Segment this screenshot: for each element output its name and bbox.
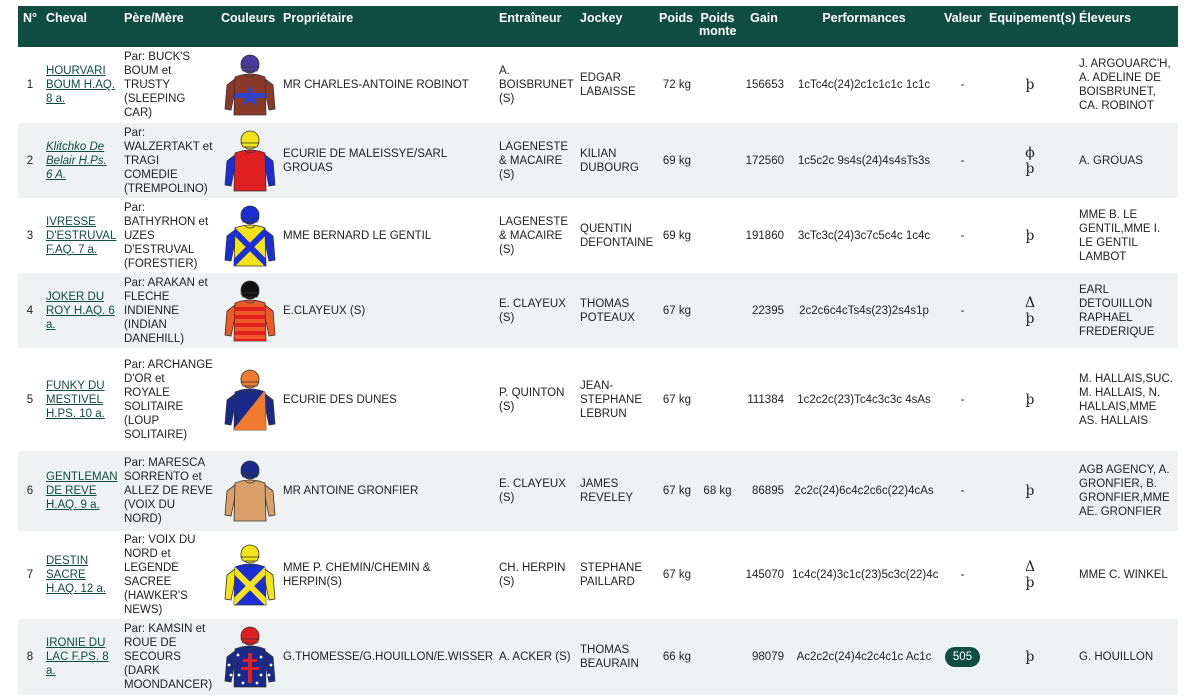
weight-text: 67 kg bbox=[662, 393, 691, 406]
owner-text: MR ANTOINE GRONFIER bbox=[279, 451, 495, 531]
jockey-silks-icon bbox=[221, 53, 279, 117]
weight-text: 69 kg bbox=[655, 123, 695, 198]
owner-text: ECURIE DE MALEISSYE/SARL GROUAS bbox=[279, 123, 495, 198]
value-cell bbox=[940, 619, 985, 695]
value-text: - bbox=[960, 154, 965, 167]
trainer-text: A. BOISBRUNET (S) bbox=[499, 65, 574, 105]
value-text: - bbox=[960, 304, 965, 317]
value-cell bbox=[940, 273, 985, 348]
header-breeders[interactable]: Éleveurs bbox=[1075, 6, 1178, 47]
jockey-text: JEAN-STEPHANE LEBRUN bbox=[580, 379, 642, 420]
equipment-glyph: þ bbox=[1025, 483, 1035, 499]
breeders-text: EARL DETOUILLON RAPHAEL FREDERIQUE bbox=[1075, 273, 1178, 348]
trainer-text: CH. HERPIN (S) bbox=[499, 562, 566, 588]
equipment-glyph: þ bbox=[1025, 77, 1035, 93]
breeders-text: A. GROUAS bbox=[1075, 123, 1178, 198]
gain-text: 145070 bbox=[745, 569, 784, 581]
weight-mounted-text bbox=[695, 123, 740, 198]
runners-table bbox=[18, 6, 1178, 695]
runner-number: 2 bbox=[18, 123, 42, 198]
equipment-glyph: ϕ bbox=[1025, 144, 1035, 161]
gain-text: 191860 bbox=[745, 229, 784, 242]
trainer-text: P. QUINTON (S) bbox=[499, 386, 565, 413]
value-cell bbox=[940, 198, 985, 273]
table-row[interactable] bbox=[18, 198, 1178, 273]
horse-name-link[interactable]: JOKER DU ROY H.AQ. 6 a. bbox=[46, 290, 115, 331]
header-value[interactable]: Valeur bbox=[940, 6, 985, 47]
value-cell bbox=[940, 451, 985, 531]
horse-name-link[interactable]: IVRESSE D'ESTRUVAL F.AQ. 7 a. bbox=[46, 215, 117, 256]
equipment-glyph: þ bbox=[1025, 310, 1035, 327]
owner-text: MME P. CHEMIN/CHEMIN & HERPIN(S) bbox=[283, 562, 431, 588]
horse-name-link[interactable]: FUNKY DU MESTIVEL H.PS. 10 a. bbox=[46, 379, 105, 420]
parents-text: Par: KAMSIN et ROUE DE SECOURS (DARK MOONDANCER) bbox=[120, 619, 217, 695]
jockey-silks-icon bbox=[221, 625, 279, 689]
owner-text: MME BERNARD LE GENTIL bbox=[283, 229, 432, 242]
weight-text: 72 kg bbox=[662, 79, 691, 91]
table-header bbox=[18, 6, 1178, 47]
table-body bbox=[18, 47, 1178, 695]
breeders-text: G. HOUILLON bbox=[1075, 619, 1178, 695]
jockey-text: EDGAR LABAISSE bbox=[580, 72, 636, 98]
trainer-text: A. ACKER (S) bbox=[495, 619, 576, 695]
value-cell bbox=[940, 47, 985, 123]
breeders-text: J. ARGOUARC'H, A. ADELINE DE BOISBRUNET, CA. ROBINOT bbox=[1079, 58, 1171, 112]
header-horse[interactable]: Cheval bbox=[42, 6, 120, 47]
horse-name-link[interactable]: IRONIE DU LAC F.PS. 8 a. bbox=[46, 637, 109, 677]
gain-text: 98079 bbox=[740, 619, 788, 695]
table-row[interactable] bbox=[18, 348, 1178, 451]
runner-number: 1 bbox=[26, 79, 34, 91]
weight-text: 67 kg bbox=[655, 273, 695, 348]
value-cell bbox=[940, 531, 985, 619]
performances-text: 2c2c(24)6c4c2c6c(22)4cAs bbox=[788, 451, 940, 531]
jockey-text: KILIAN DUBOURG bbox=[576, 123, 655, 198]
jockey-silks-icon bbox=[221, 543, 279, 607]
equipment-icons bbox=[985, 273, 1075, 348]
value-badge: 505 bbox=[945, 647, 980, 667]
header-gain[interactable]: Gain bbox=[740, 6, 788, 47]
runner-number: 8 bbox=[18, 619, 42, 695]
jockey-silks-icon bbox=[221, 279, 279, 343]
equipment-icons bbox=[985, 531, 1075, 619]
equipment-icons bbox=[985, 123, 1075, 198]
parents-text: Par: ARCHANGE D'OR et ROYALE SOLITAIRE (LOUP SOLITAIRE) bbox=[124, 358, 213, 441]
parents-text: Par: BUCK'S BOUM et TRUSTY (SLEEPING CAR) bbox=[124, 51, 191, 119]
runners-table-wrapper bbox=[18, 6, 1178, 695]
parents-text: Par: VOIX DU NORD et LEGENDE SACREE (HAWKER'S NEWS) bbox=[124, 534, 196, 616]
table-row[interactable] bbox=[18, 123, 1178, 198]
value-text: - bbox=[960, 79, 965, 91]
value-text: - bbox=[960, 229, 965, 242]
trainer-text: LAGENESTE & MACAIRE (S) bbox=[499, 215, 569, 256]
equipment-glyph: þ bbox=[1025, 391, 1035, 408]
jockey-text: THOMAS POTEAUX bbox=[576, 273, 655, 348]
value-cell bbox=[940, 348, 985, 451]
horse-name-link[interactable]: DESTIN SACRE H.AQ. 12 a. bbox=[46, 555, 107, 595]
value-text: - bbox=[960, 569, 965, 581]
jockey-text: STEPHANE PAILLARD bbox=[580, 562, 642, 588]
header-weight[interactable]: Poids bbox=[655, 6, 695, 47]
runner-number: 3 bbox=[26, 229, 34, 242]
parents-text: Par: WALZERTAKT et TRAGI COMEDIE (TREMPOLINO) bbox=[120, 123, 217, 198]
value-text: - bbox=[960, 485, 965, 497]
equipment-icons bbox=[985, 451, 1075, 531]
weight-mounted-text bbox=[695, 531, 740, 619]
performances-text: 1c4c(24)3c1c(23)5c3c(22)4c bbox=[792, 569, 939, 581]
performances-text: 1c5c2c 9s4s(24)4s4sTs3s bbox=[788, 123, 940, 198]
equipment-icons bbox=[985, 619, 1075, 695]
weight-mounted-text bbox=[695, 198, 740, 273]
jockey-silks-icon bbox=[221, 368, 279, 432]
weight-text: 67 kg bbox=[662, 569, 691, 581]
performances-text: Ac2c2c(24)4c2c4c1c Ac1c bbox=[788, 619, 940, 695]
breeders-text: M. HALLAIS,SUC. M. HALLAIS, N. HALLAIS,MME AS. HALLAIS bbox=[1079, 372, 1173, 427]
breeders-text: AGB AGENCY, A. GRONFIER, B. GRONFIER,MME AE. GRONFIER bbox=[1075, 451, 1178, 531]
weight-mounted-text bbox=[695, 619, 740, 695]
horse-name-link[interactable]: HOURVARI BOUM H.AQ. 8 a. bbox=[46, 65, 116, 105]
weight-text: 66 kg bbox=[655, 619, 695, 695]
equipment-glyph: þ bbox=[1025, 649, 1035, 665]
header-weight-mounted[interactable]: Poids monte bbox=[695, 6, 740, 47]
jockey-text: QUENTIN DEFONTAINE bbox=[580, 222, 654, 249]
gain-text: 156653 bbox=[745, 79, 784, 91]
header-trainer[interactable]: Entraîneur bbox=[495, 6, 576, 47]
breeders-text: MME B. LE GENTIL,MME I. LE GENTIL LAMBOT bbox=[1079, 208, 1161, 263]
table-row[interactable] bbox=[18, 531, 1178, 619]
value-cell bbox=[940, 123, 985, 198]
jockey-silks-icon bbox=[221, 459, 279, 523]
header-equipment[interactable]: Equipement(s) bbox=[985, 6, 1075, 47]
runner-number: 6 bbox=[18, 451, 42, 531]
header-parents[interactable]: Père/Mère bbox=[120, 6, 217, 47]
equipment-icons bbox=[985, 198, 1075, 273]
jockey-silks-icon bbox=[221, 129, 279, 193]
table-row[interactable] bbox=[18, 273, 1178, 348]
weight-mounted-text bbox=[695, 273, 740, 348]
weight-mounted-text bbox=[695, 348, 740, 451]
horse-name-link[interactable]: GENTLEMAN DE REVE H.AQ. 9 a. bbox=[46, 471, 118, 511]
performances-text: 1c2c2c(23)Tc4c3c3c 4sAs bbox=[797, 393, 931, 406]
owner-text: MR CHARLES-ANTOINE ROBINOT bbox=[283, 79, 469, 91]
header-jockey[interactable]: Jockey bbox=[576, 6, 655, 47]
weight-text: 69 kg bbox=[662, 229, 691, 242]
runner-number: 5 bbox=[26, 393, 34, 406]
runner-number: 4 bbox=[18, 273, 42, 348]
owner-text: ECURIE DES DUNES bbox=[283, 393, 397, 406]
value-text: - bbox=[960, 393, 965, 406]
jockey-text: JAMES REVELEY bbox=[576, 451, 655, 531]
equipment-icons bbox=[985, 348, 1075, 451]
weight-mounted-text bbox=[695, 47, 740, 123]
gain-text: 111384 bbox=[747, 393, 784, 406]
parents-text: Par: BATHYRHON et UZES D'ESTRUVAL (FORESTIER) bbox=[124, 201, 209, 270]
breeders-text: MME C. WINKEL bbox=[1079, 569, 1168, 581]
equipment-glyph: Δ bbox=[1024, 559, 1036, 575]
gain-text: 86895 bbox=[740, 451, 788, 531]
jockey-silks-icon bbox=[221, 204, 279, 268]
header-colors[interactable]: Couleurs bbox=[217, 6, 279, 47]
equipment-glyph: þ bbox=[1025, 160, 1035, 177]
owner-text: G.THOMESSE/G.HOUILLON/E.WISSER bbox=[279, 619, 495, 695]
parents-text: Par: MARESCA SORRENTO et ALLEZ DE REVE (VOIX DU NORD) bbox=[120, 451, 217, 531]
runner-number: 7 bbox=[26, 569, 34, 581]
performances-text: 2c2c6c4cTs4s(23)2s4s1p bbox=[788, 273, 940, 348]
performances-text: 3cTc3c(24)3c7c5c4c 1c4c bbox=[797, 229, 931, 242]
trainer-text: E. CLAYEUX (S) bbox=[495, 273, 576, 348]
equipment-glyph: Δ bbox=[1024, 294, 1036, 311]
horse-name-link[interactable]: Klitchko De Belair H.Ps. 6 A. bbox=[46, 140, 107, 181]
header-performances[interactable]: Performances bbox=[788, 6, 940, 47]
header-num[interactable]: N° bbox=[18, 6, 42, 47]
table-row[interactable] bbox=[18, 451, 1178, 531]
owner-text: E.CLAYEUX (S) bbox=[279, 273, 495, 348]
weight-mounted-text: 68 kg bbox=[695, 451, 740, 531]
performances-text: 1cTc4c(24)2c1c1c1c 1c1c bbox=[797, 79, 931, 91]
equipment-glyph: þ bbox=[1025, 227, 1035, 244]
weight-text: 67 kg bbox=[655, 451, 695, 531]
jockey-text: THOMAS BEAURAIN bbox=[576, 619, 655, 695]
equipment-glyph: þ bbox=[1025, 575, 1035, 591]
table-row[interactable] bbox=[18, 619, 1178, 695]
parents-text: Par: ARAKAN et FLECHE INDIENNE (INDIAN DANEHILL) bbox=[120, 273, 217, 348]
gain-text: 22395 bbox=[740, 273, 788, 348]
trainer-text: LAGENESTE & MACAIRE (S) bbox=[495, 123, 576, 198]
gain-text: 172560 bbox=[740, 123, 788, 198]
equipment-icons bbox=[985, 47, 1075, 123]
trainer-text: E. CLAYEUX (S) bbox=[495, 451, 576, 531]
header-owner[interactable]: Propriétaire bbox=[279, 6, 495, 47]
table-row[interactable] bbox=[18, 47, 1178, 123]
